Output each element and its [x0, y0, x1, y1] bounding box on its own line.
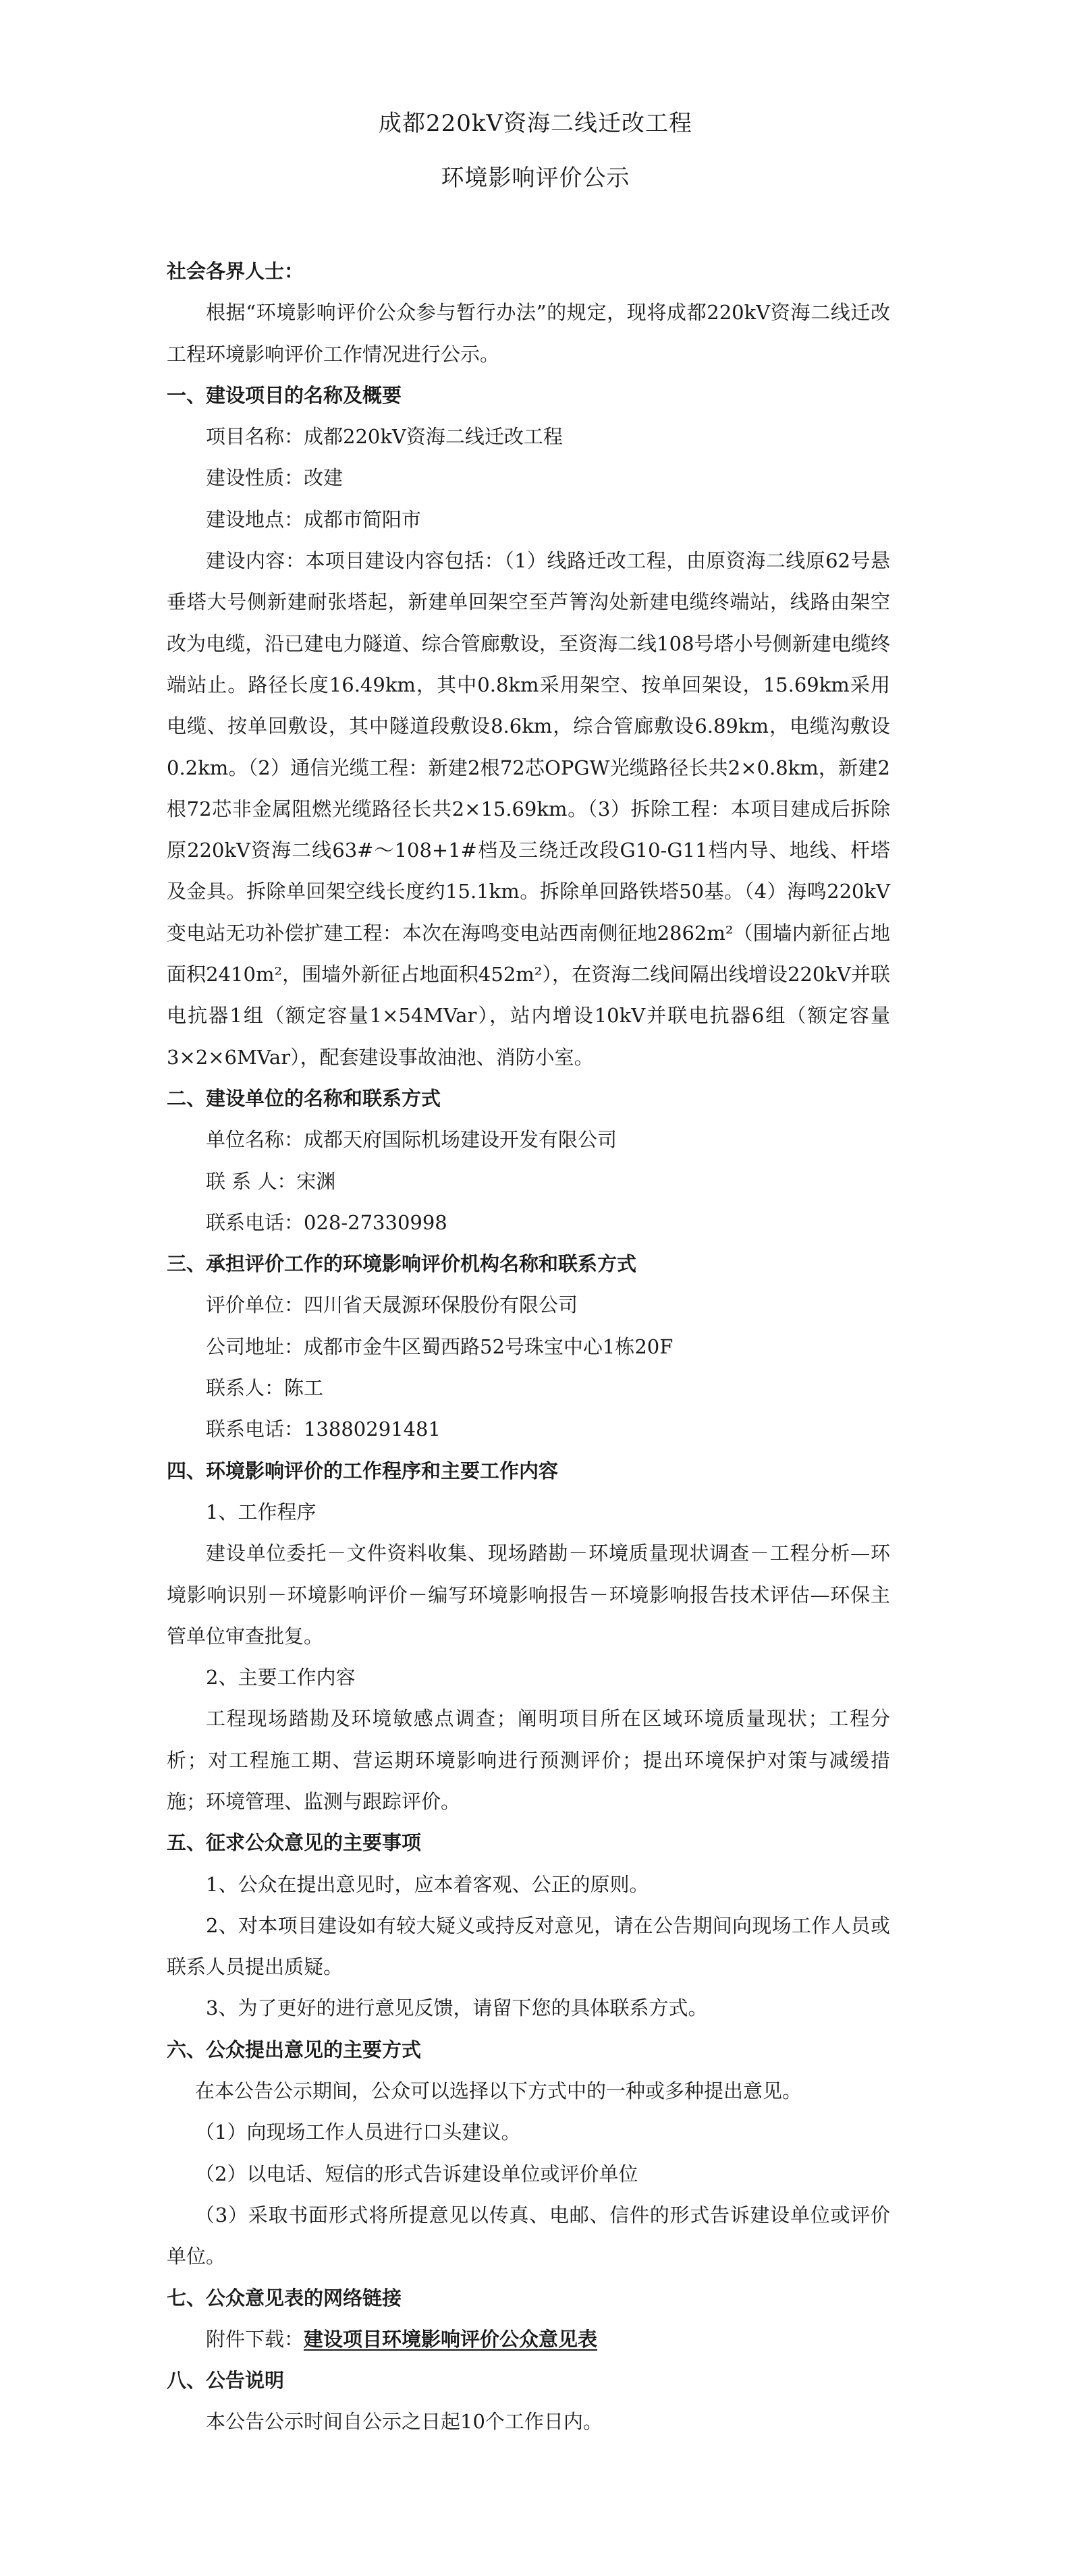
- section-5-heading: 五、征求公众意见的主要事项: [167, 1831, 422, 1855]
- attachment-label: 附件下载：: [206, 2327, 304, 2351]
- section-1-heading: 一、建设项目的名称及概要: [167, 383, 402, 407]
- project-nature: 建设性质：改建: [206, 466, 344, 490]
- section-3-heading: 三、承担评价工作的环境影响评价机构名称和联系方式: [167, 1252, 637, 1276]
- salutation: 社会各界人士：: [167, 260, 304, 283]
- notice-duration: 本公告公示时间自公示之日起10个工作日内。: [206, 2410, 603, 2434]
- method-option-3: （3）采取书面形式将所提意见以传真、电邮、信件的形式告诉建设单位或评价单位。: [167, 2203, 890, 2268]
- evaluator-unit: 评价单位：四川省天晟源环保股份有限公司: [206, 1293, 578, 1317]
- project-name: 项目名称：成都220kV资海二线迁改工程: [206, 425, 563, 449]
- section-4-heading: 四、环境影响评价的工作程序和主要工作内容: [167, 1459, 559, 1482]
- attachment-line: [167, 2319, 890, 2360]
- section-7-heading: 七、公众意见表的网络链接: [167, 2286, 402, 2309]
- workflow-paragraph: 建设单位委托－文件资料收集、现场踏勘－环境质量现状调查－工程分析—环境影响识别－环境影响评价－编写环境影响报告－环境影响报告技术评估—环保主管单位审查批复。: [167, 1542, 890, 1648]
- main-work-paragraph: 工程现场踏勘及环境敏感点调查；阐明项目所在区域环境质量现状；工程分析；对工程施工期、营运期环境影响进行预测评价；提出环境保护对策与减缓措施；环境管理、监测与跟踪评价。: [167, 1707, 890, 1813]
- project-location: 建设地点：成都市简阳市: [206, 507, 422, 531]
- evaluator-phone: 联系电话：13880291481: [206, 1418, 441, 1441]
- method-option-1: （1）向现场工作人员进行口头建议。: [195, 2121, 521, 2144]
- matter-item-1: 1、公众在提出意见时，应本着客观、公正的原则。: [206, 1872, 649, 1896]
- methods-paragraph: 在本公告公示期间，公众可以选择以下方式中的一种或多种提出意见。: [195, 2079, 802, 2103]
- section-6-heading: 六、公众提出意见的主要方式: [167, 2038, 422, 2061]
- opinion-form-download-link[interactable]: 建设项目环境影响评价公众意见表: [304, 2327, 598, 2351]
- builder-contact: 联 系 人：宋渊: [206, 1169, 336, 1193]
- builder-unit: 单位名称：成都天府国际机场建设开发有限公司: [206, 1128, 617, 1152]
- matter-item-2: 2、对本项目建设如有较大疑义或持反对意见，请在公告期间向现场工作人员或联系人员提出质疑。: [167, 1913, 890, 1979]
- evaluator-address: 公司地址：成都市金牛区蜀西路52号珠宝中心1栋20F: [206, 1335, 674, 1358]
- evaluator-contact: 联系人：陈工: [206, 1376, 324, 1400]
- method-option-2: （2）以电话、短信的形式告诉建设单位或评价单位: [195, 2162, 638, 2185]
- document-subtitle: 环境影响评价公示: [441, 165, 630, 192]
- workflow-subheading: 1、工作程序: [206, 1500, 317, 1523]
- section-8-heading: 八、公告说明: [167, 2369, 285, 2392]
- project-content: 建设内容：本项目建设内容包括：（1）线路迁改工程，由原资海二线原62号悬垂塔大号侧新建耐张塔起，新建单回架空至芦箐沟处新建电缆终端站，线路由架空改为电缆，沿已建电力隧道、综合管廊敷设，至资海二线108号塔小号侧新建电缆终端站止。路径长度16.49km，其中0.8km采用架空、按单回架设，15.69km采用电缆、按单回敷设，其中隧道段敷设8.6km，综合管廊敷设6.89km，电缆沟敷设0.2km。（2）通信光缆工程：新建2根72芯OPGW光缆路径长共2×0.8km，新建2根72芯非金属阻燃光缆路径长共2×15.69km。（3）拆除工程：本项目建成后拆除原220kV资海二线63#～108+1#档及三绕迁改段G10-G11档内导、地线、杆塔及金具。拆除单回架空线长度约15.1km。拆除单回路铁塔50基。（4）海鸣220kV变电站无功补偿扩建工程：本次在海鸣变电站西南侧征地2862m²（围墙内新征占地面积2410m²，围墙外新征占地面积452m²），在资海二线间隔出线增设220kV并联电抗器1组（额定容量1×54MVar），站内增设10kV并联电抗器6组（额定容量3×2×6MVar），配套建设事故油池、消防小室。: [167, 549, 890, 1069]
- main-work-subheading: 2、主要工作内容: [206, 1666, 356, 1689]
- section-2-heading: 二、建设单位的名称和联系方式: [167, 1086, 441, 1110]
- matter-item-3: 3、为了更好的进行意见反馈，请留下您的具体联系方式。: [206, 1996, 708, 2020]
- document-title: 成都220kV资海二线迁改工程: [378, 110, 693, 137]
- intro-paragraph: 根据“环境影响评价公众参与暂行办法”的规定，现将成都220kV资海二线迁改工程环境影响评价工作情况进行公示。: [167, 301, 890, 366]
- document-body: [167, 251, 890, 2443]
- builder-phone: 联系电话：028-27330998: [206, 1210, 447, 1234]
